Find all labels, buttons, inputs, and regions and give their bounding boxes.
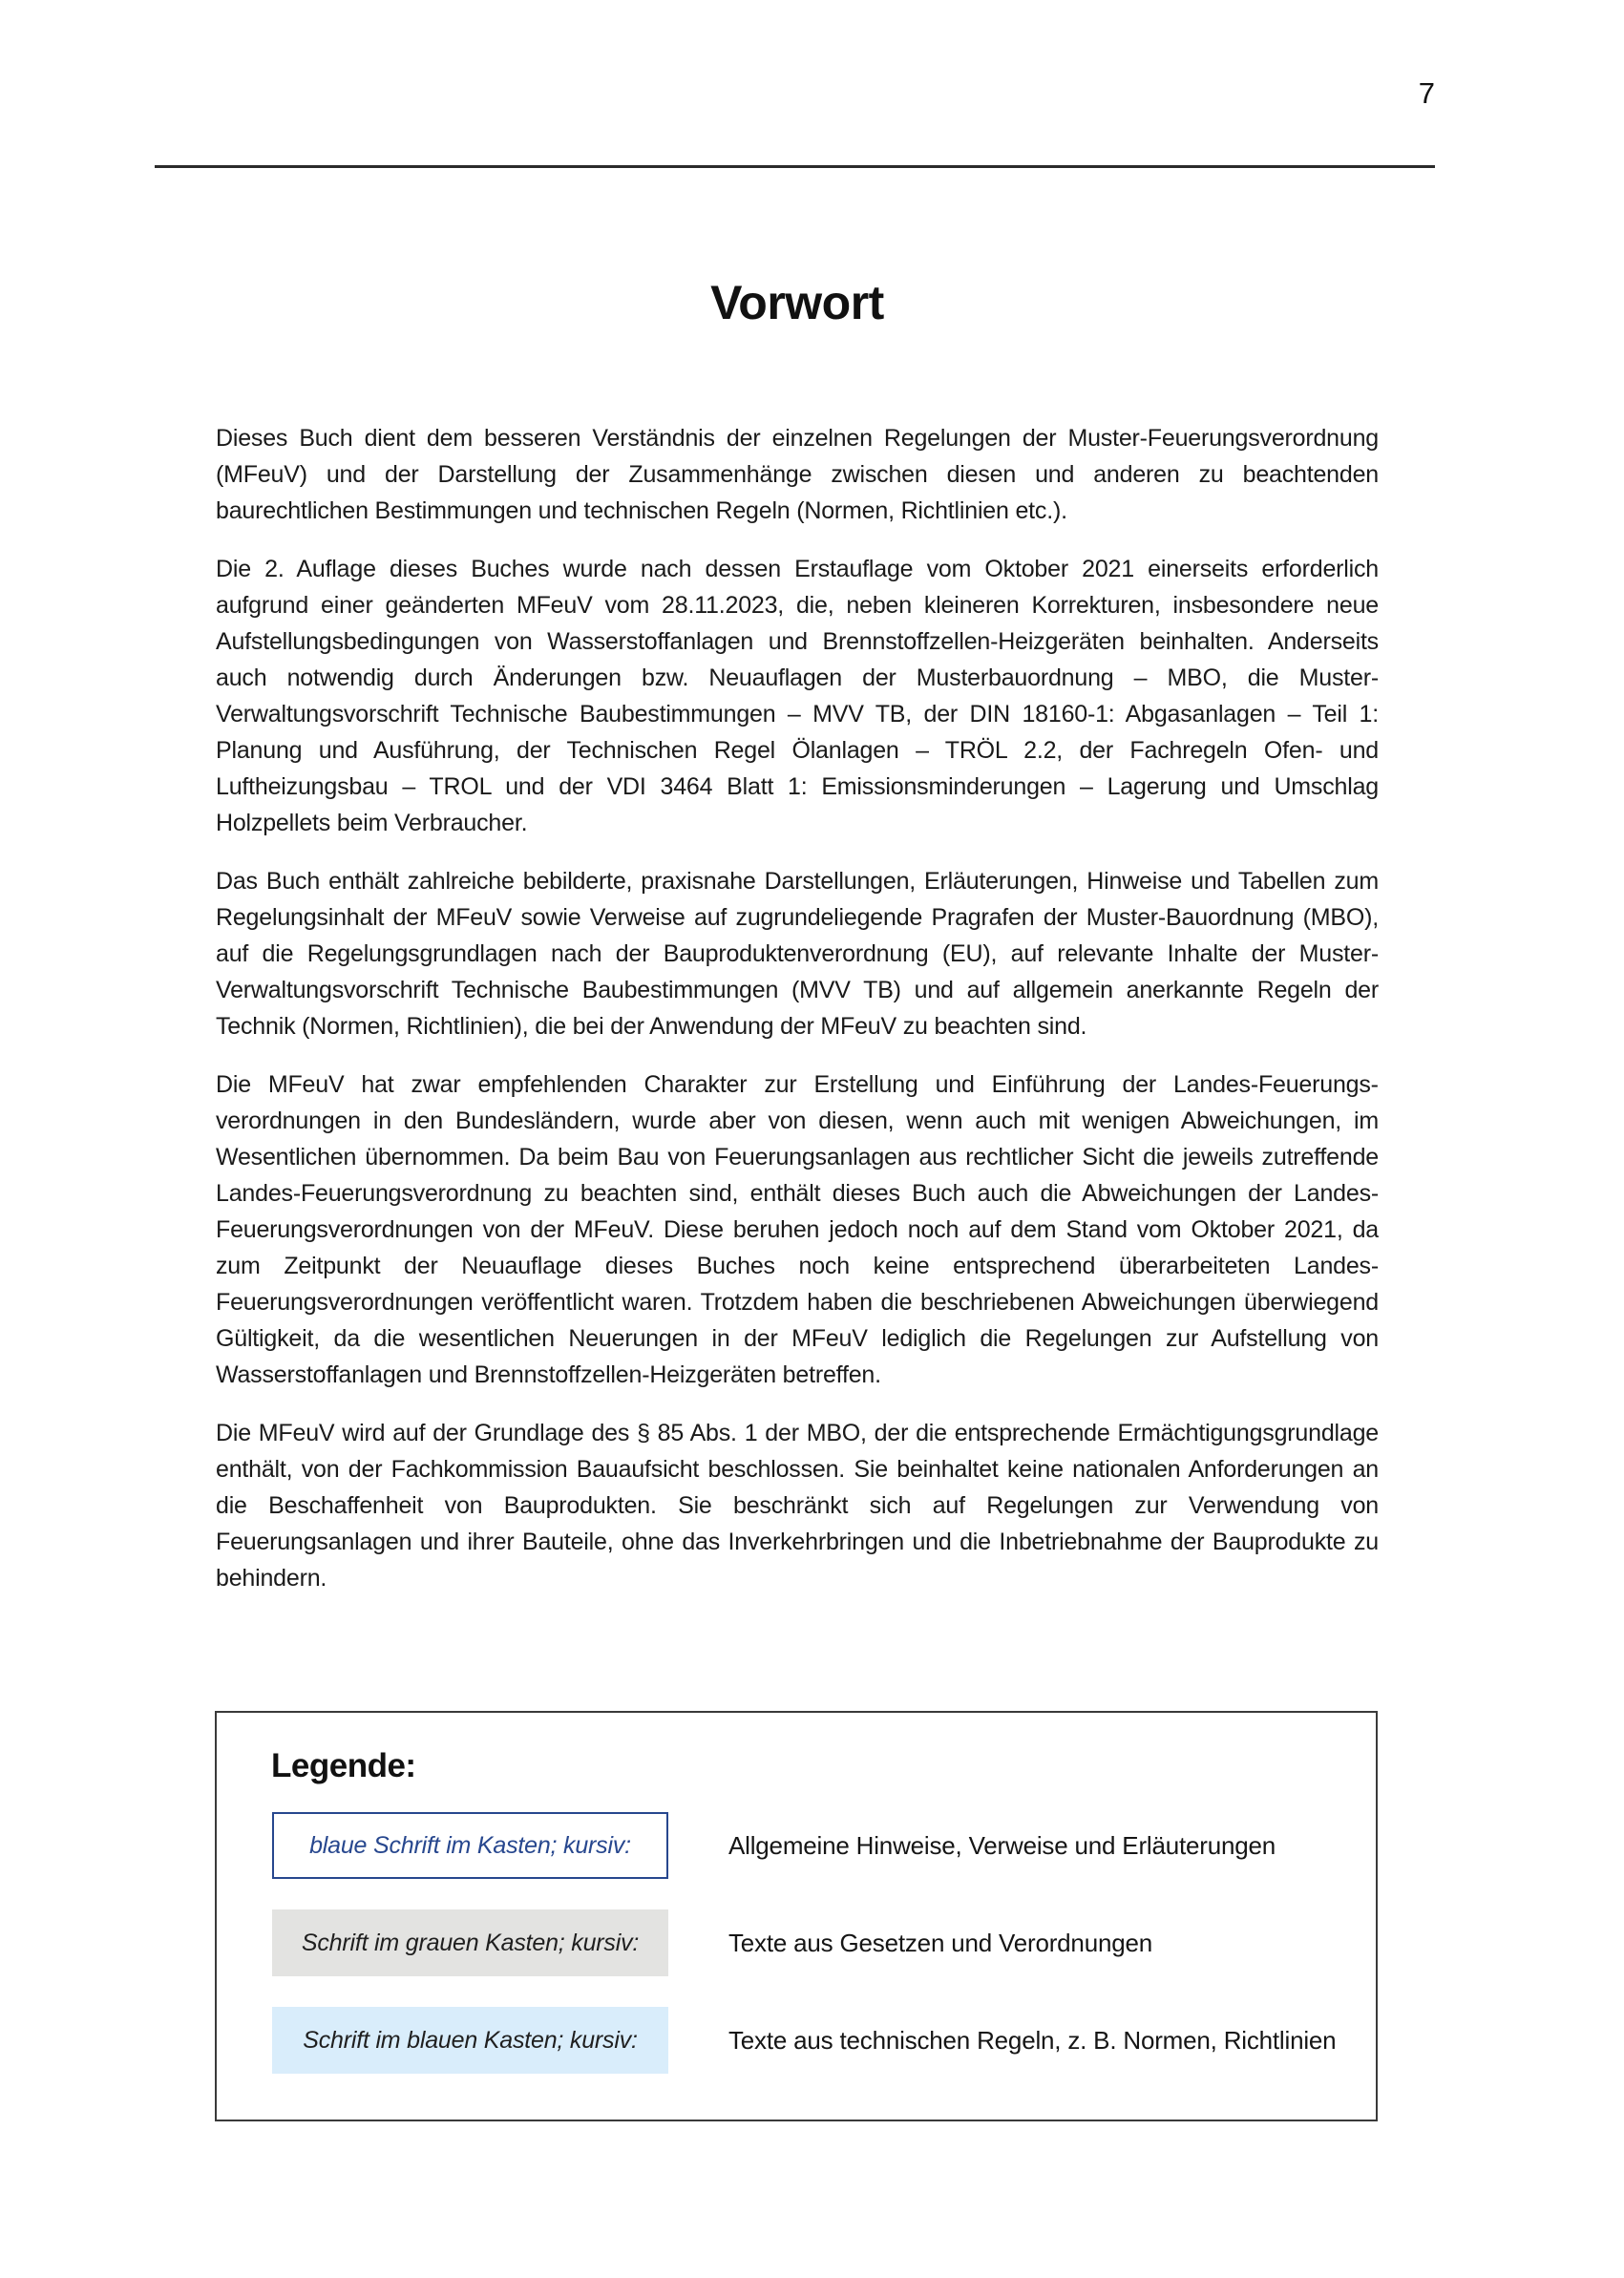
page-title: Vorwort (710, 276, 884, 329)
header-rule (155, 165, 1435, 168)
legend-row (272, 2007, 1337, 2074)
legend-box (215, 1711, 1378, 2121)
legend-description: Texte aus technischen Regeln, z. B. Normen, Richtlinien (728, 2025, 1337, 2055)
paragraph-1: Dieses Buch dient dem besseren Verständnis der einzelnen Regelungen der Muster-Feuerungsverordnung (MFeuV) und der Darstellung der Zusammenhänge zwischen diesen und anderen zu beachtenden baurechtlichen Bestimmungen und technischen Regeln (Normen, Richtlinien etc.). (216, 425, 1379, 524)
legend-row (272, 1812, 1332, 1879)
legend-sample-label: blaue Schrift im Kasten; kursiv: (309, 1831, 631, 1859)
legend-sample-lightblue-box (272, 2007, 668, 2074)
body-text (216, 420, 1379, 1618)
legend-description: Texte aus Gesetzen und Verordnungen (728, 1928, 1152, 1957)
legend-row (272, 1909, 1332, 1976)
legend-description: Allgemeine Hinweise, Verweise und Erläuterungen (728, 1830, 1276, 1860)
page-number: 7 (1418, 76, 1435, 110)
paragraph-5: Die MFeuV wird auf der Grundlage des § 85 Abs. 1 der MBO, der die entsprechende Ermächtigungsgrundlage enthält, von der Fachkommission Bauaufsicht beschlossen. Sie beinhaltet keine nationalen Anforderungen an die Beschaffenheit von Bauprodukten. Sie beschränkt sich auf Regelungen zur Verwendung von Feuerungsanlagen und ihrer Bauteile, ohne das Inverkehrbringen und die Inbetriebnahme der Bauprodukte zu behindern. (216, 1420, 1379, 1592)
legend-sample-label: Schrift im blauen Kasten; kursiv: (303, 2026, 638, 2054)
legend-sample-blue-outline-box (272, 1812, 668, 1879)
legend-title: Legende: (271, 1747, 416, 1784)
legend-sample-label: Schrift im grauen Kasten; kursiv: (301, 1929, 640, 1956)
paragraph-4: Die MFeuV hat zwar empfehlenden Charakter zur Erstellung und Einführung der Landes-Feuerungsverordnungen in den Bundesländern, wurde aber von diesen, wenn auch mit wenigen Abweichungen, im Wesentlichen übernommen. Da beim Bau von Feuerungsanlagen aus rechtlicher Sicht die jeweils zutreffende Landes-Feuerungsverordnung zu beachten sind, enthält dieses Buch auch die Abweichungen der Landes-Feuerungsverordnungen von der MFeuV. Diese beruhen jedoch noch auf dem Stand vom Oktober 2021, da zum Zeitpunkt der Neuauflage dieses Buches noch keine entsprechend überarbeiteten Landes-Feuerungsverordnungen veröffentlicht waren. Trotzdem haben die beschriebenen Abweichungen überwiegend Gültigkeit, da die wesentlichen Neuerungen in der MFeuV lediglich die Regelungen zur Aufstellung von Wasserstoffanlagen und Brennstoffzellen-Heizgeräten betreffen. (216, 1071, 1379, 1388)
paragraph-2: Die 2. Auflage dieses Buches wurde nach dessen Erstauflage vom Oktober 2021 einerseits erforderlich aufgrund einer geänderten MFeuV vom 28.11.2023, die, neben kleineren Korrekturen, insbesondere neue Aufstellungsbedingungen von Wasserstoffanlagen und Brennstoffzellen-Heizgeräten beinhalten. Anderseits auch notwendig durch Änderungen bzw. Neuauflagen der Musterbauordnung – MBO, die Muster-Verwaltungsvorschrift Technische Baubestimmungen – MVV TB, der DIN 18160-1: Abgasanlagen – Teil 1: Planung und Ausführung, der Technischen Regel Ölanlagen – TRÖL 2.2, der Fachregeln Ofen- und Luftheizungsbau – TROL und der VDI 3464 Blatt 1: Emissionsminderungen – Lagerung und Umschlag Holzpellets beim Verbraucher. (216, 556, 1379, 836)
legend-sample-gray-box (272, 1909, 668, 1976)
paragraph-3: Das Buch enthält zahlreiche bebilderte, praxisnahe Darstellungen, Erläuterungen, Hinweise und Tabellen zum Regelungsinhalt der MFeuV sowie Verweise auf zugrundeliegende Pragrafen der Muster-Bauordnung (MBO), auf die Regelungsgrundlagen nach der Bauproduktenverordnung (EU), auf relevante Inhalte der Muster-Verwaltungsvorschrift Technische Baubestimmungen (MVV TB) und auf allgemein anerkannte Regeln der Technik (Normen, Richtlinien), die bei der Anwendung der MFeuV zu beachten sind. (216, 868, 1379, 1040)
